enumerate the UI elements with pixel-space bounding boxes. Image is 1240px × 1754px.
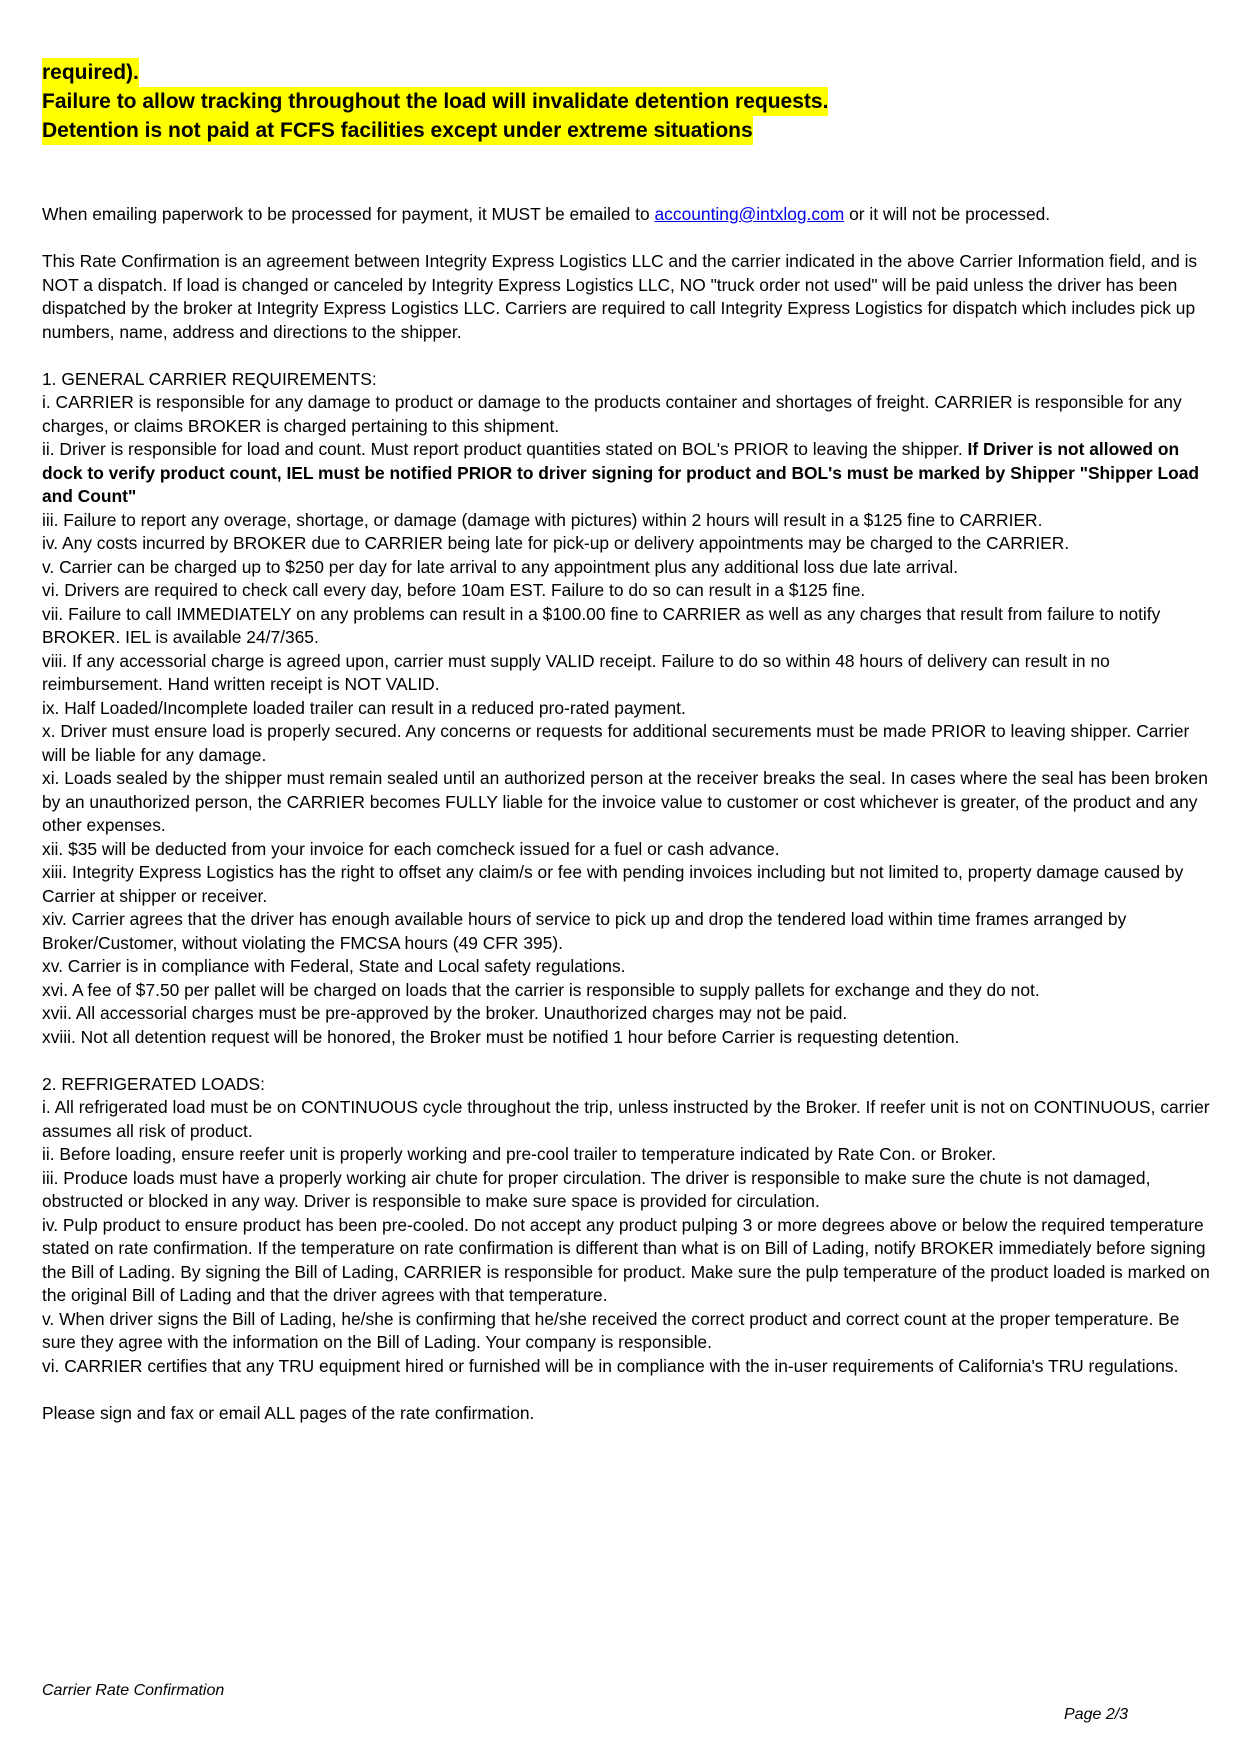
general-requirements-list [42,391,1210,1049]
list-item: xv. Carrier is in compliance with Federal, State and Local safety regulations. [42,956,626,976]
list-item: iii. Failure to report any overage, shortage, or damage (damage with pictures) within 2 hours will result in a $125 fine to CARRIER. [42,509,1043,530]
list-item: iii. Produce loads must have a properly working air chute for proper circulation. The driver is responsible to make sure the chute is not damaged, obstructed or blocked in any way. Driver is responsible to make sure space is provided for circulation. [42,1167,1151,1211]
list-item-text: ii. Driver is responsible for load and count. Must report product quantities stated on BOL's PRIOR to leaving the shipper. [42,439,968,459]
list-item: xii. $35 will be deducted from your invoice for each comcheck issued for a fuel or cash advance. [42,838,780,859]
footer-page-number: Page 2/3 [1064,1706,1129,1723]
list-item: v. Carrier can be charged up to $250 per day for late arrival to any appointment plus any additional loss due late arrival. [42,556,959,577]
list-item: xiii. Integrity Express Logistics has the right to offset any claim/s or fee with pending invoices including but not limited to, property damage caused by Carrier at shipper or receiver. [42,862,1184,906]
list-item: iv. Any costs incurred by BROKER due to CARRIER being late for pick-up or delivery appointments may be charged to the CARRIER. [42,533,1070,553]
list-item: xiv. Carrier agrees that the driver has enough available hours of service to pick up and drop the tendered load within time frames arranged by Broker/Customer, without violating the FMCSA hours (49 CFR 395). [42,909,1127,953]
list-item: ii. Before loading, ensure reefer unit is properly working and pre-cool trailer to temperature indicated by Rate Con. or Broker. [42,1144,997,1164]
list-item: vii. Failure to call IMMEDIATELY on any problems can result in a $100.00 fine to CARRIER as well as any charges that result from failure to notify BROKER. IEL is available 24/7/365. [42,603,1161,647]
list-item: v. When driver signs the Bill of Lading, he/she is confirming that he/she received the correct product and correct count at the proper temperature. Be sure they agree with the information on the Bill of Lading. Your company is responsible. [42,1308,1180,1352]
list-item: x. Driver must ensure load is properly secured. Any concerns or requests for additional securements must be made PRIOR to leaving shipper. Carrier will be liable for any damage. [42,721,1190,765]
notice-line: Detention is not paid at FCFS facilities except under extreme situations [42,116,753,145]
accounting-email-link[interactable]: accounting@intxlog.com [654,204,845,224]
notice-line: Failure to allow tracking throughout the load will invalidate detention requests. [42,87,828,116]
list-item: ix. Half Loaded/Incomplete loaded trailer can result in a reduced pro-rated payment. [42,697,686,718]
notice-line: required). [42,58,139,87]
list-item: xi. Loads sealed by the shipper must remain sealed until an authorized person at the receiver breaks the seal. In cases where the seal has been broken by an unauthorized person, the CARRIER becomes FULLY liable for the invoice value to customer or cost whichever is greater, of the product and any other expenses. [42,768,1208,835]
refrigerated-loads-heading: 2. REFRIGERATED LOADS: [42,1073,265,1094]
refrigerated-loads-section [42,1073,1210,1379]
closing-instruction: Please sign and fax or email ALL pages of the rate confirmation. [42,1402,535,1423]
footer-document-title: Carrier Rate Confirmation [42,1682,225,1699]
list-item [42,438,1210,509]
list-item: xvii. All accessorial charges must be pre-approved by the broker. Unauthorized charges may not be paid. [42,1003,848,1023]
list-item-bold-text: If Driver is not allowed on dock to verify product count, IEL must be notified PRIOR to driver signing for product and BOL's must be marked by Shipper "Shipper Load and Count" [42,439,1200,506]
general-requirements-heading: 1. GENERAL CARRIER REQUIREMENTS: [42,368,377,389]
list-item: xviii. Not all detention request will be honored, the Broker must be notified 1 hour before Carrier is requesting detention. [42,1026,960,1047]
emailing-instructions [42,203,1210,227]
list-item: i. CARRIER is responsible for any damage to product or damage to the products container and shortages of freight. CARRIER is responsible for any charges, or claims BROKER is charged pertaining to this shipment. [42,392,1182,436]
terms-body [42,203,1210,1425]
list-item: xvi. A fee of $7.50 per pallet will be charged on loads that the carrier is responsible to supply pallets for exchange and they do not. [42,979,1040,1000]
refrigerated-loads-list [42,1096,1210,1378]
list-item: vi. Drivers are required to check call every day, before 10am EST. Failure to do so can result in a $125 fine. [42,580,866,600]
list-item: viii. If any accessorial charge is agreed upon, carrier must supply VALID receipt. Failure to do so within 48 hours of delivery can result in no reimbursement. Hand written receipt is NOT VALID. [42,650,1110,694]
emailing-text-after: or it will not be processed. [844,204,1051,224]
general-requirements-section [42,368,1210,1050]
emailing-text-before: When emailing paperwork to be processed for payment, it MUST be emailed to [42,204,655,224]
list-item: i. All refrigerated load must be on CONTINUOUS cycle throughout the trip, unless instructed by the Broker. If reefer unit is not on CONTINUOUS, carrier assumes all risk of product. [42,1097,1210,1141]
list-item: vi. CARRIER certifies that any TRU equipment hired or furnished will be in compliance with the in-user requirements of California's TRU regulations. [42,1355,1179,1376]
list-item: iv. Pulp product to ensure product has been pre-cooled. Do not accept any product pulping 3 or more degrees above or below the required temperature stated on rate confirmation. If the temperature on rate confirmation is different than what is on Bill of Lading, notify BROKER immediately before signing the Bill of Lading. By signing the Bill of Lading, CARRIER is responsible for product. Make sure the pulp temperature of the product loaded is marked on the original Bill of Lading and that the driver agrees with that temperature. [42,1214,1210,1305]
agreement-paragraph: This Rate Confirmation is an agreement between Integrity Express Logistics LLC and the carrier indicated in the above Carrier Information field, and is NOT a dispatch. If load is changed or canceled by Integrity Express Logistics LLC, NO "truck order not used" will be paid unless the driver has been dispatched by the broker at Integrity Express Logistics LLC. Carriers are required to call Integrity Express Logistics for dispatch which includes pick up numbers, name, address and directions to the shipper. [42,251,1198,342]
detention-notice [42,58,828,145]
